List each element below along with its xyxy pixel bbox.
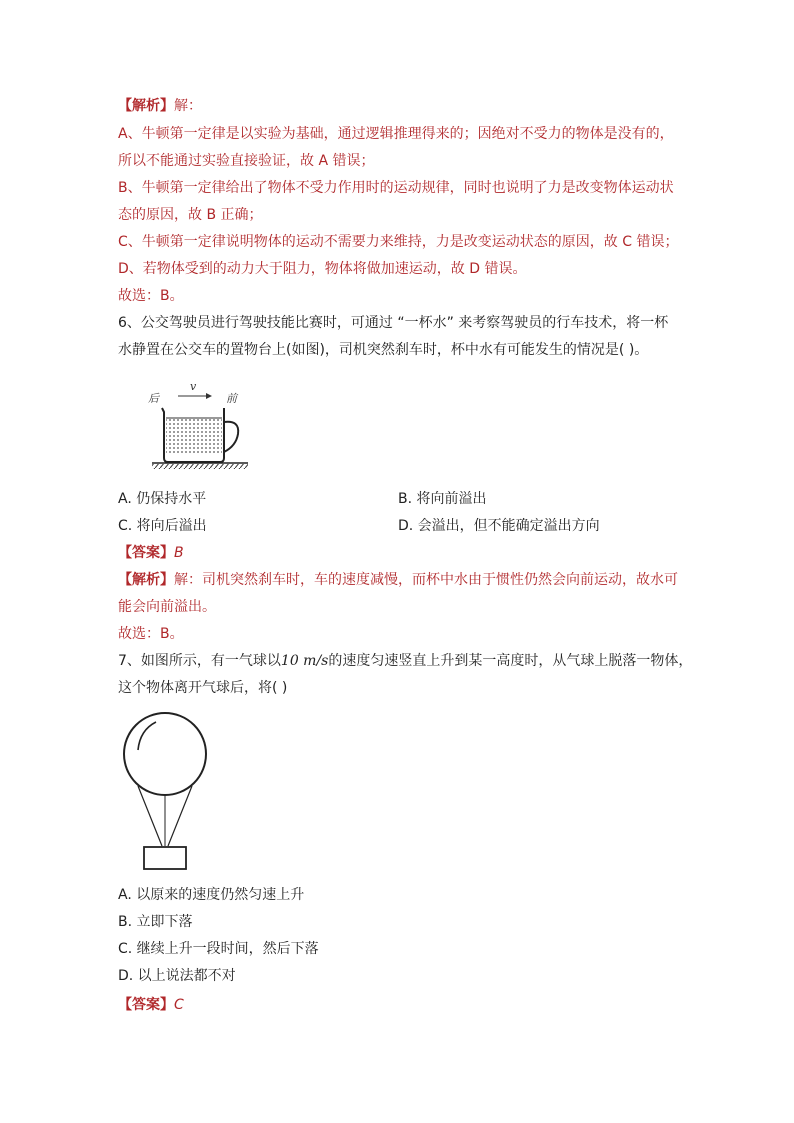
- cup-figure: [140, 378, 260, 470]
- analysis-text: 解：司机突然刹车时，车的速度减慢，而杯中水由于惯性仍然会向前运动，故水可: [174, 572, 678, 588]
- q7-text-a: 7、如图所示，有一气球以: [118, 653, 281, 669]
- question-6-line-1: 6、公交驾驶员进行驾驶技能比赛时，可通过 “一杯水” 来考察驾驶员的行车技术，将一杯: [118, 315, 669, 331]
- analysis-lead: 解：: [174, 98, 202, 114]
- analysis-5-header: [118, 96, 202, 116]
- question-7-line-1: [118, 651, 692, 671]
- q7-option-a[interactable]: A. 以原来的速度仍然匀速上升: [118, 887, 305, 903]
- analysis-5-line-5: C、牛顿第一定律说明物体的运动不需要力来维持，力是改变运动状态的原因，故 C 错误；: [118, 234, 679, 250]
- q7-answer: [118, 995, 184, 1015]
- water: [166, 418, 222, 454]
- figure-label-back: 后: [148, 392, 159, 405]
- q7-option-c[interactable]: C. 继续上升一段时间，然后下落: [118, 941, 319, 957]
- answer-value: C: [174, 997, 184, 1013]
- question-7-line-2: 这个物体离开气球后，将( ): [118, 680, 288, 696]
- analysis-5-line-2: 所以不能通过实验直接验证，故 A 错误；: [118, 153, 375, 169]
- q6-analysis-line-1: [118, 570, 678, 590]
- hanging-object: [144, 847, 186, 869]
- q6-analysis-line-2: 能会向前溢出。: [118, 599, 216, 615]
- q6-option-a[interactable]: A. 仍保持水平: [118, 491, 207, 507]
- q6-option-c[interactable]: C. 将向后溢出: [118, 518, 207, 534]
- analysis-tag: 【解析】: [118, 572, 174, 588]
- balloon: [124, 713, 206, 795]
- analysis-5-line-1: A、牛顿第一定律是以实验为基础，通过逻辑推理得来的；因绝对不受力的物体是没有的，: [118, 126, 674, 142]
- q6-answer: [118, 543, 184, 563]
- analysis-5-line-4: 态的原因，故 B 正确；: [118, 207, 263, 223]
- q7-speed: 10 m/s: [280, 653, 329, 669]
- table-hatch: [152, 464, 248, 469]
- q6-option-d[interactable]: D. 会溢出，但不能确定溢出方向: [398, 518, 600, 534]
- analysis-5-line-3: B、牛顿第一定律给出了物体不受力作用时的运动规律，同时也说明了力是改变物体运动状: [118, 180, 674, 196]
- balloon-figure: [118, 706, 212, 874]
- question-6-line-2: 水静置在公交车的置物台上(如图)，司机突然刹车时，杯中水有可能发生的情况是( )。: [118, 342, 649, 358]
- q6-choice: 故选：B。: [118, 626, 184, 642]
- q7-option-b[interactable]: B. 立即下落: [118, 914, 193, 930]
- balloon-highlight: [138, 722, 156, 750]
- q7-text-b: 的速度匀速竖直上升到某一高度时，从气球上脱落一物体，: [328, 653, 693, 669]
- analysis-5-choice: 故选：B。: [118, 288, 184, 304]
- cup-handle: [224, 422, 238, 452]
- analysis-5-line-6: D、若物体受到的动力大于阻力，物体将做加速运动，故 D 错误。: [118, 261, 527, 277]
- q6-option-b[interactable]: B. 将向前溢出: [398, 491, 487, 507]
- velocity-arrowhead: [206, 393, 212, 399]
- figure-label-velocity: v: [190, 380, 197, 393]
- answer-tag: 【答案】: [118, 545, 174, 561]
- figure-label-front: 前: [226, 392, 237, 405]
- analysis-tag: 【解析】: [118, 98, 174, 114]
- q7-option-d[interactable]: D. 以上说法都不对: [118, 968, 236, 984]
- answer-value: B: [174, 545, 184, 561]
- answer-tag: 【答案】: [118, 997, 174, 1013]
